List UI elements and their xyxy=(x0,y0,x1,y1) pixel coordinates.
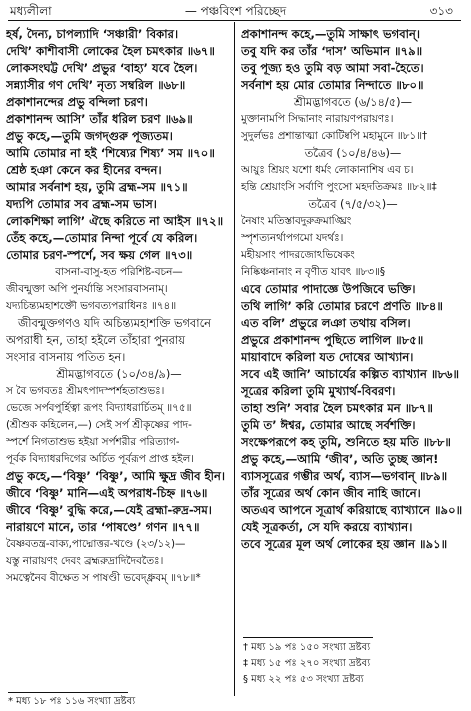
text-line: জীবন্মুক্তা অপি পুনর্যান্তি সংসারবাসনাম্। xyxy=(6,283,168,295)
footnote: § মধ্য ২২ পঃ ৫৩ সংখ্যা দ্রষ্টব্য xyxy=(243,674,364,685)
text-line: লোকশিক্ষা লাগি’ ঐছে করিতে না আইস ॥৭২॥ xyxy=(6,214,224,228)
header-chapter-title: — পঞ্চবিংশ পরিচ্ছেদ xyxy=(184,4,287,18)
text-line: প্রভুরে প্রকাশানন্দ পুছিতে লাগিল ॥৮৫॥ xyxy=(241,333,424,347)
text-line: তত্রৈব (১০/৪/৪৬)— xyxy=(304,146,402,160)
text-line: তথি লাগি’ করি তোমার চরণে প্রণতি ॥৮৪॥ xyxy=(241,299,443,313)
text-line: তত্রৈব (৭/৫/৩২)— xyxy=(308,197,398,211)
text-line: বৈষ্ণবতন্ত্র-বাক্য,পাদ্মোত্তর-খণ্ডে (২৩/১২)— xyxy=(6,538,186,550)
text-line: প্রভু কহে,—আমি ‘জীব’, অতি তুচ্ছ জ্ঞান! xyxy=(241,452,439,466)
text-line: এবে তোমার পাদাজ্ঞে উপজিবে ভক্তি। xyxy=(241,282,416,296)
text-line: আমার সর্বনাশ হয়, তুমি ব্রহ্ম-সম ॥৭১॥ xyxy=(6,180,188,194)
text-line: স বৈ ভগবতঃ শ্রীমৎপাদস্পর্শহতাশুভঃ। xyxy=(6,385,165,397)
text-line: তবে সূত্রের মূল অর্থ লোকের হয় জ্ঞান ॥৯১॥ xyxy=(241,537,448,551)
text-line: সংক্ষেপরূপে কহ তুমি, শুনিতে হয় মতি ॥৮৮॥ xyxy=(241,435,451,449)
footnote: ‡ মধ্য ১৫ পঃ ২৭০ সংখ্যা দ্রষ্টব্য xyxy=(243,658,371,669)
text-line: জীবন্মুক্তগণও যদি অচিন্ত্যমহাশক্তি ভগবানে xyxy=(18,316,211,330)
text-line: নারায়ণে মানে, তার ‘পাষণ্ডে’ গণন ॥৭৭॥ xyxy=(6,520,200,534)
text-line: এত বলি’ প্রভুরে লঞা তথায় বসিল। xyxy=(241,316,411,330)
text-line: নৈষাং মতিস্তাবদুরুক্রমাঙ্ঘ্রিং xyxy=(241,215,352,227)
text-line: সন্ন্যাসীর গণ দেখি’ নৃত্য সম্বরিল ॥৬৮॥ xyxy=(6,78,186,92)
column-divider xyxy=(234,22,235,696)
text-line: শ্রেষ্ঠ হঞা কেনে কর হীনের বন্দন। xyxy=(6,163,162,177)
text-line: আয়ুঃ শ্রিয়ং যশো ধর্মং লোকানাশিষ এব চ। xyxy=(241,164,414,176)
text-line: তেঁহ কহে,—তোমার নিন্দা পূর্বে যে করিল। xyxy=(6,231,198,245)
text-line: লোকসংঘট্ট দেখি’ প্রভুর ‘বাহ্য’ যবে হৈল। xyxy=(6,61,198,75)
header-section-name: মধ্যলীলা xyxy=(10,4,52,18)
text-line: মায়াবাদে করিলা যত দোষের আখ্যান। xyxy=(241,350,414,364)
text-line: ব্যাসসূত্রের গম্ভীর অর্থ, ব্যাস—ভগবান্ ॥৮৯॥ xyxy=(241,469,448,483)
text-line: প্রভু কহে,—তুমি জগদ্গুরু পূজ্যতম। xyxy=(6,129,173,143)
text-line: হর্ষ, দৈন্য, চাপল্যাদি ‘সঞ্চারী’ বিকার। xyxy=(6,27,179,41)
footnote: † মধ্য ১৯ পঃ ১৫০ সংখ্যা দ্রষ্টব্য xyxy=(243,642,371,653)
text-line: (শ্রীশুক কহিলেন,—) সেই সর্প শ্রীকৃষ্ণের পাদ- xyxy=(6,419,192,431)
page-header xyxy=(0,0,471,22)
text-line: প্রভু কহে,—‘বিষ্ণু’ ‘বিষ্ণু’, আমি ক্ষুদ্র জীব হীন। xyxy=(6,469,226,483)
text-line: ভেজে সর্পবপুর্হিত্বা রূপং বিদ্যাধরার্চিতম্ ॥৭৫॥ xyxy=(6,402,192,414)
text-line: প্রকাশানন্দ কহে,—তুমি সাক্ষাৎ ভগবান্। xyxy=(241,27,421,41)
text-line: অতএব আপনে সূত্রার্থ করিয়াছে ব্যাখ্যানে ॥৯০॥ xyxy=(241,503,463,517)
text-line: মুক্তানামপি সিদ্ধানাং নারায়ণপরায়ণঃ। xyxy=(241,113,394,125)
text-line: জীবে ‘বিষ্ণু’ বুদ্ধি করে,—যেই ব্রহ্মা-রুদ্র-সম। xyxy=(6,503,212,517)
text-line: তোমার চরণ-স্পর্শে, সব ক্ষয় গেল ॥৭৩॥ xyxy=(6,248,193,262)
text-line: জীবে ‘বিষ্ণু’ মানি—এই অপরাধ-চিহ্ন ॥৭৬॥ xyxy=(6,486,208,500)
text-line: যস্তু নারায়ণং দেবং ব্রহ্মরুদ্রাদিদৈবতৈঃ। xyxy=(6,555,164,567)
text-line: প্রকাশানন্দ আসি’ তাঁর ধরিল চরণ ॥৬৯॥ xyxy=(6,112,193,126)
text-line: হন্তি শ্রেয়াংসি সর্বাণি পুংসো মহদতিক্রমঃ ॥৮২॥‡ xyxy=(241,181,437,193)
text-line: তাঁর সূত্রের অর্থ কোন জীব নাহি জানে। xyxy=(241,486,421,500)
text-line: সবে এই জানি’ আচার্যের কল্পিত ব্যাখ্যান ॥৮৬॥ xyxy=(241,367,460,381)
text-line: শ্রীমদ্ভাগবতে (১০/৩৪/৯)— xyxy=(56,367,182,381)
text-line: স্পর্শে নিগতাশুভ হইয়া সর্পশরীর পরিত্যাগ- xyxy=(6,436,180,448)
text-line: বাসনা-বাসু-হত পরিশিষ্ট-বচন— xyxy=(55,266,183,278)
text-line: তুমি ত’ ঈশ্বর, তোমার আছে সর্বশক্তি। xyxy=(241,418,416,432)
text-line: সর্বনাশ হয় মোর তোমার নিন্দাতে ॥৮০॥ xyxy=(241,78,424,92)
text-line: সুদুর্লভঃ প্রশান্তাত্মা কোটিষ্বপি মহামুনে ॥৮১॥† xyxy=(241,130,428,142)
text-line: সমত্বেনৈব বীক্ষেত স পাষণ্ডী ভবেদ্ধ্রুবম্ ॥৭৮॥* xyxy=(6,572,201,584)
text-line: মহীয়সাং পাদরজোঽভিষেকং xyxy=(241,249,355,261)
text-line: সংসার বাসনায় পতিত হন। xyxy=(6,350,126,364)
text-line: দেখি’ কাশীবাসী লোকের হৈল চমৎকার ॥৬৭॥ xyxy=(6,44,215,58)
text-line: তাহা শুনি’ সবার হৈল চমৎকার মন ॥৮৭॥ xyxy=(241,401,433,415)
left-footnote-rule xyxy=(8,692,128,693)
text-line: সূত্রের করিলা তুমি মুখ্যার্থ-বিবরণ। xyxy=(241,384,396,398)
left-footnote: * মধ্য ১৮ পঃ ১১৬ সংখ্যা দ্রষ্টব্য xyxy=(8,696,136,707)
text-line: প্রকাশানন্দের প্রভু বন্দিলা চরণ। xyxy=(6,95,148,109)
text-line: যেই সূত্রকর্তা, সে যদি করয়ে ব্যাখ্যান। xyxy=(241,520,413,534)
right-footnote-rule xyxy=(243,637,373,638)
right-footnotes xyxy=(243,640,465,688)
text-line: যদ্যপি তোমার সব ব্রহ্ম-সম ভাস। xyxy=(6,197,157,211)
text-line: নিষ্কিঞ্চনানাং ন বৃণীত যাবৎ ॥৮৩॥§ xyxy=(241,266,386,278)
text-line: তবু পূজ্য হও তুমি বড় আমা সবা-হৈতে। xyxy=(241,61,424,75)
text-line: স্পৃশত্যনর্থাপগমো যদর্থঃ। xyxy=(241,232,344,244)
text-line: পূর্বক বিদ্যাধরদিগের অর্চিত পূর্বরূপ প্রাপ্ত হইল। xyxy=(6,453,194,465)
header-rule xyxy=(8,20,461,21)
text-line: তবু যদি কর তাঁর ‘দাস’ অভিমান ॥৭৯॥ xyxy=(241,44,423,58)
text-line: যদ্যচিন্ত্যমহাশক্তৌ ভগবত্যপরাধিনঃ ॥৭৪॥ xyxy=(6,300,177,312)
right-column xyxy=(241,26,465,553)
text-line: আমি তোমার না হই ‘শিষ্যের শিষ্য’ সম ॥৭০॥ xyxy=(6,146,215,160)
page-number: ৩১৩ xyxy=(429,4,453,18)
text-line: অপরাধী হন, তাহা হইলে তাঁহারা পুনরায় xyxy=(6,333,185,347)
text-line: শ্রীমদ্ভাগবতে (৬/১৪/৫)— xyxy=(294,95,412,109)
left-column xyxy=(6,26,232,587)
